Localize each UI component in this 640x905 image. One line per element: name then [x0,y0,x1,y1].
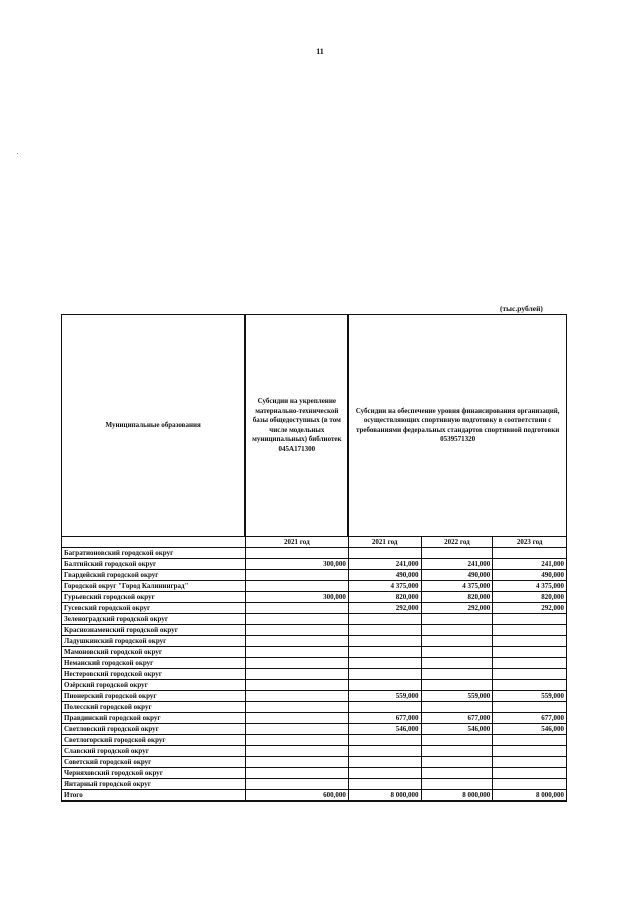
library-2021-cell [245,680,348,691]
sport-2023-cell: 559,000 [493,691,567,702]
municipality-cell: Гурьевский городской округ [62,592,246,603]
sport-2022-cell [421,669,493,680]
municipality-cell: Полесский городской округ [62,702,246,713]
library-2021-cell [245,603,348,614]
sport-2022-cell: 4 375,000 [421,581,493,592]
table-row [62,559,567,570]
library-2021-cell [245,746,348,757]
sport-2022-cell: 546,000 [421,724,493,735]
sport-2022-cell: 559,000 [421,691,493,702]
municipality-cell: Ладушкинский городской округ [62,636,246,647]
sport-2023-cell [493,669,567,680]
table-row [62,581,567,592]
table-row [62,713,567,724]
units-label: (тыс.рублей) [500,304,543,313]
municipality-cell: Озёрский городской округ [62,680,246,691]
header-year: 2021 год [348,537,421,548]
sport-2022-cell [421,702,493,713]
sport-2021-cell [348,702,421,713]
sport-2021-cell [348,658,421,669]
sport-2021-cell [348,779,421,790]
sport-2022-cell [421,614,493,625]
sport-2022-cell [421,680,493,691]
sport-2021-cell [348,636,421,647]
table-row [62,625,567,636]
library-2021-cell [245,779,348,790]
municipality-cell: Черняховский городской округ [62,768,246,779]
sport-2021-cell: 4 375,000 [348,581,421,592]
table-row [62,680,567,691]
sport-2022-cell [421,757,493,768]
sport-2021-cell: 490,000 [348,570,421,581]
sport-2021-cell [348,548,421,559]
sport-2021-cell: 8 000,000 [348,790,421,802]
sport-2021-cell [348,614,421,625]
sport-2023-cell [493,768,567,779]
sport-2023-cell [493,647,567,658]
sport-2023-cell: 8 000,000 [493,790,567,802]
table-row [62,768,567,779]
sport-2021-cell [348,625,421,636]
page-number: 11 [316,47,324,56]
sport-2022-cell [421,746,493,757]
table-row [62,592,567,603]
table-header-row [62,315,567,537]
municipality-cell: Зеленоградский городской округ [62,614,246,625]
header-year: 2022 год [421,537,493,548]
table-row [62,724,567,735]
sport-2022-cell [421,625,493,636]
sport-2022-cell: 677,000 [421,713,493,724]
sport-2022-cell [421,768,493,779]
sport-2022-cell: 292,000 [421,603,493,614]
sport-2021-cell [348,680,421,691]
table-total-row [62,790,567,802]
table-row [62,735,567,746]
table-row [62,779,567,790]
library-2021-cell [245,614,348,625]
sport-2021-cell [348,647,421,658]
header-municipal: Муниципальные образования [62,315,246,537]
library-2021-cell [245,757,348,768]
sport-2023-cell [493,757,567,768]
sport-2021-cell [348,757,421,768]
sport-2023-cell [493,746,567,757]
sport-2023-cell: 490,000 [493,570,567,581]
library-2021-cell [245,570,348,581]
sport-2023-cell: 4 375,000 [493,581,567,592]
sport-2021-cell [348,746,421,757]
sport-2023-cell [493,658,567,669]
library-2021-cell [245,735,348,746]
library-2021-cell [245,548,348,559]
sport-2023-cell [493,680,567,691]
table-year-row [62,537,567,548]
sport-2021-cell: 546,000 [348,724,421,735]
sport-2021-cell [348,768,421,779]
municipality-cell: Багратионовский городской округ [62,548,246,559]
library-2021-cell [245,658,348,669]
municipality-cell: Гвардейский городской округ [62,570,246,581]
library-2021-cell: 600,000 [245,790,348,802]
municipality-cell: Светлогорский городской округ [62,735,246,746]
header-year-empty [62,537,246,548]
sport-2023-cell [493,702,567,713]
sport-2023-cell [493,735,567,746]
sport-2021-cell [348,669,421,680]
table-row [62,691,567,702]
header-year: 2021 год [245,537,348,548]
library-2021-cell [245,581,348,592]
table-row [62,757,567,768]
sport-2021-cell: 292,000 [348,603,421,614]
sport-2023-cell [493,614,567,625]
library-2021-cell [245,669,348,680]
scan-speck [17,153,18,154]
library-2021-cell [245,768,348,779]
municipality-cell: Славский городской округ [62,746,246,757]
sport-2023-cell: 677,000 [493,713,567,724]
library-2021-cell [245,713,348,724]
library-2021-cell [245,702,348,713]
municipality-cell: Балтийский городской округ [62,559,246,570]
sport-2022-cell: 490,000 [421,570,493,581]
table-row [62,669,567,680]
sport-2021-cell: 559,000 [348,691,421,702]
sport-2023-cell [493,636,567,647]
sport-2021-cell: 241,000 [348,559,421,570]
library-2021-cell [245,691,348,702]
municipality-cell: Гусевский городской округ [62,603,246,614]
sport-2021-cell: 820,000 [348,592,421,603]
table-row [62,570,567,581]
sport-2023-cell [493,779,567,790]
sport-2022-cell [421,658,493,669]
sport-2023-cell: 241,000 [493,559,567,570]
sport-2022-cell [421,779,493,790]
library-2021-cell [245,647,348,658]
sport-2022-cell [421,647,493,658]
municipality-cell: Янтарный городской округ [62,779,246,790]
municipality-cell: Правдинский городской округ [62,713,246,724]
sport-2022-cell: 241,000 [421,559,493,570]
municipality-cell: Светловский городской округ [62,724,246,735]
sport-2023-cell: 820,000 [493,592,567,603]
municipality-cell: Неманский городской округ [62,658,246,669]
sport-2023-cell: 546,000 [493,724,567,735]
sport-2023-cell [493,548,567,559]
sport-2022-cell [421,636,493,647]
table-row [62,702,567,713]
municipality-cell: Краснознаменский городской округ [62,625,246,636]
table-row [62,603,567,614]
municipality-cell: Нестеровский городской округ [62,669,246,680]
header-sport-subsidy: Субсидии на обеспечение уровня финансирования организаций, осуществляющих спортивную подготовку в соответствии с требованиями федеральных стандартов спортивной подготовки 0539571320 [348,315,566,537]
table-row [62,548,567,559]
table-row [62,614,567,625]
municipality-cell: Советский городской округ [62,757,246,768]
municipality-cell: Городской округ "Город Калининград" [62,581,246,592]
sport-2022-cell: 820,000 [421,592,493,603]
sport-2022-cell [421,735,493,746]
table-row [62,647,567,658]
municipality-cell: Итого [62,790,246,802]
library-2021-cell [245,625,348,636]
municipality-cell: Мамоновский городской округ [62,647,246,658]
municipality-cell: Пионерский городской округ [62,691,246,702]
sport-2023-cell [493,625,567,636]
sport-2022-cell [421,548,493,559]
sport-2023-cell: 292,000 [493,603,567,614]
library-2021-cell: 300,000 [245,592,348,603]
library-2021-cell [245,724,348,735]
sport-2021-cell: 677,000 [348,713,421,724]
table-body [62,548,567,802]
table-row [62,658,567,669]
table-row [62,746,567,757]
header-library-subsidy: Субсидии на укрепление материально-технической базы общедоступных (в том числе модельных муниципальных) библиотек 045A171300 [245,315,348,537]
sport-2021-cell [348,735,421,746]
subsidy-table [61,314,567,802]
library-2021-cell [245,636,348,647]
library-2021-cell: 300,000 [245,559,348,570]
header-year: 2023 год [493,537,567,548]
table-row [62,636,567,647]
sport-2022-cell: 8 000,000 [421,790,493,802]
